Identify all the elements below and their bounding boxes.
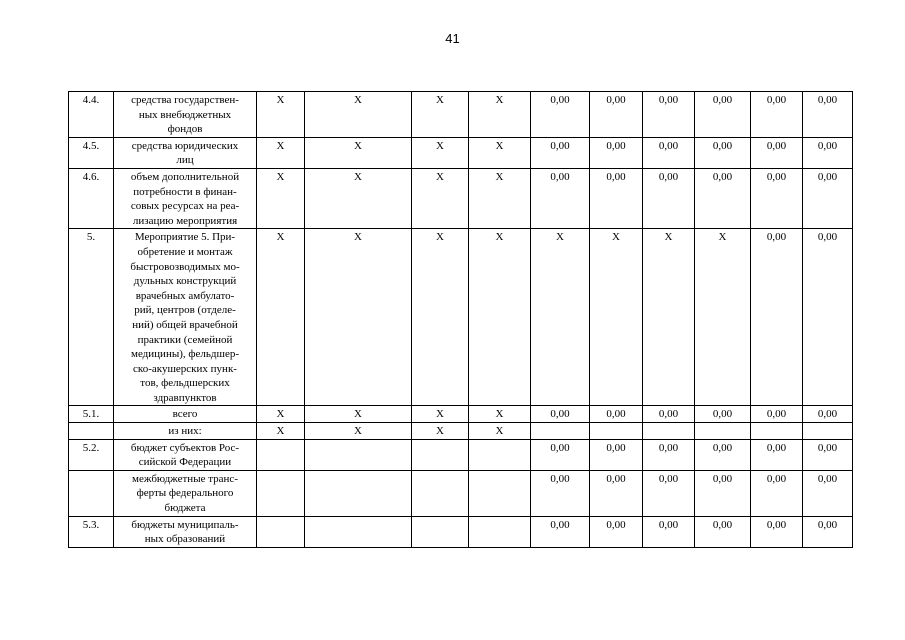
value-cell: 0,00 bbox=[531, 516, 590, 547]
row-number-cell: 4.6. bbox=[69, 168, 114, 228]
value-cell: 0,00 bbox=[751, 470, 803, 516]
row-number-cell: 4.5. bbox=[69, 137, 114, 168]
page-number: 41 bbox=[445, 31, 460, 46]
value-cell: 0,00 bbox=[643, 168, 695, 228]
value-cell: 0,00 bbox=[590, 92, 643, 138]
value-cell: 0,00 bbox=[590, 516, 643, 547]
table-row bbox=[69, 439, 853, 470]
value-cell: 0,00 bbox=[803, 229, 853, 406]
value-cell: X bbox=[257, 168, 305, 228]
value-cell: 0,00 bbox=[803, 406, 853, 423]
value-cell: 0,00 bbox=[695, 439, 751, 470]
value-cell bbox=[305, 516, 412, 547]
row-description-cell: межбюджетные транс- ферты федерального бюджета bbox=[114, 470, 257, 516]
value-cell: 0,00 bbox=[695, 168, 751, 228]
value-cell: 0,00 bbox=[643, 406, 695, 423]
row-description-cell: всего bbox=[114, 406, 257, 423]
value-cell: X bbox=[257, 137, 305, 168]
table-row bbox=[69, 92, 853, 138]
row-number-cell: 4.4. bbox=[69, 92, 114, 138]
value-cell: X bbox=[257, 406, 305, 423]
value-cell: X bbox=[469, 229, 531, 406]
value-cell: X bbox=[412, 92, 469, 138]
value-cell bbox=[257, 470, 305, 516]
budget-table bbox=[68, 91, 853, 548]
value-cell: X bbox=[643, 229, 695, 406]
row-number-cell: 5.3. bbox=[69, 516, 114, 547]
value-cell: X bbox=[412, 229, 469, 406]
value-cell: X bbox=[412, 406, 469, 423]
value-cell bbox=[305, 439, 412, 470]
value-cell bbox=[412, 516, 469, 547]
value-cell: 0,00 bbox=[643, 470, 695, 516]
value-cell: X bbox=[469, 423, 531, 440]
value-cell: 0,00 bbox=[590, 137, 643, 168]
row-description-cell: средства государствен- ных внебюджетных фондов bbox=[114, 92, 257, 138]
row-number-cell bbox=[69, 423, 114, 440]
value-cell: X bbox=[469, 137, 531, 168]
row-number-cell bbox=[69, 470, 114, 516]
value-cell bbox=[803, 423, 853, 440]
value-cell bbox=[257, 439, 305, 470]
row-description-cell: из них: bbox=[114, 423, 257, 440]
value-cell: 0,00 bbox=[590, 168, 643, 228]
value-cell: 0,00 bbox=[751, 168, 803, 228]
value-cell: X bbox=[412, 168, 469, 228]
value-cell: 0,00 bbox=[531, 168, 590, 228]
value-cell bbox=[469, 470, 531, 516]
value-cell: 0,00 bbox=[751, 92, 803, 138]
value-cell: X bbox=[305, 168, 412, 228]
value-cell: 0,00 bbox=[590, 470, 643, 516]
value-cell bbox=[643, 423, 695, 440]
value-cell: 0,00 bbox=[803, 439, 853, 470]
table-row bbox=[69, 470, 853, 516]
table-row bbox=[69, 137, 853, 168]
value-cell bbox=[412, 439, 469, 470]
value-cell: 0,00 bbox=[803, 516, 853, 547]
table-row bbox=[69, 516, 853, 547]
value-cell: X bbox=[305, 406, 412, 423]
value-cell: 0,00 bbox=[751, 137, 803, 168]
value-cell: X bbox=[469, 92, 531, 138]
value-cell bbox=[305, 470, 412, 516]
value-cell: 0,00 bbox=[590, 439, 643, 470]
value-cell: X bbox=[590, 229, 643, 406]
value-cell: X bbox=[531, 229, 590, 406]
value-cell: 0,00 bbox=[643, 439, 695, 470]
value-cell: 0,00 bbox=[803, 168, 853, 228]
value-cell: X bbox=[412, 137, 469, 168]
row-description-cell: бюджеты муниципаль- ных образований bbox=[114, 516, 257, 547]
table-row bbox=[69, 168, 853, 228]
value-cell: X bbox=[695, 229, 751, 406]
value-cell bbox=[531, 423, 590, 440]
value-cell: 0,00 bbox=[695, 92, 751, 138]
value-cell: X bbox=[412, 423, 469, 440]
value-cell: 0,00 bbox=[531, 137, 590, 168]
value-cell: 0,00 bbox=[695, 137, 751, 168]
value-cell: 0,00 bbox=[643, 516, 695, 547]
value-cell: 0,00 bbox=[531, 92, 590, 138]
value-cell: 0,00 bbox=[643, 137, 695, 168]
value-cell bbox=[469, 516, 531, 547]
value-cell: 0,00 bbox=[531, 470, 590, 516]
value-cell: X bbox=[469, 168, 531, 228]
value-cell: 0,00 bbox=[531, 406, 590, 423]
row-description-cell: объем дополнительной потребности в финан- совых ресурсах на реа- лизацию мероприятия bbox=[114, 168, 257, 228]
value-cell bbox=[257, 516, 305, 547]
value-cell: X bbox=[305, 92, 412, 138]
value-cell: 0,00 bbox=[695, 470, 751, 516]
row-description-cell: средства юридических лиц bbox=[114, 137, 257, 168]
value-cell: 0,00 bbox=[751, 229, 803, 406]
value-cell: X bbox=[257, 92, 305, 138]
value-cell bbox=[412, 470, 469, 516]
row-description-cell: бюджет субъектов Рос- сийской Федерации bbox=[114, 439, 257, 470]
value-cell: X bbox=[257, 423, 305, 440]
row-number-cell: 5.2. bbox=[69, 439, 114, 470]
value-cell: 0,00 bbox=[643, 92, 695, 138]
value-cell: 0,00 bbox=[803, 137, 853, 168]
row-number-cell: 5. bbox=[69, 229, 114, 406]
value-cell: 0,00 bbox=[751, 516, 803, 547]
value-cell: 0,00 bbox=[531, 439, 590, 470]
value-cell: X bbox=[305, 229, 412, 406]
value-cell bbox=[751, 423, 803, 440]
value-cell: 0,00 bbox=[695, 516, 751, 547]
value-cell: X bbox=[469, 406, 531, 423]
value-cell: 0,00 bbox=[590, 406, 643, 423]
value-cell: X bbox=[305, 423, 412, 440]
value-cell bbox=[469, 439, 531, 470]
value-cell: 0,00 bbox=[751, 439, 803, 470]
value-cell bbox=[695, 423, 751, 440]
value-cell bbox=[590, 423, 643, 440]
row-description-cell: Мероприятие 5. При- обретение и монтаж быстровозводимых мо- дульных конструкций врачебных амбулато- рий, центров (отделе- ний) общей врачебной практики (семейной медицины), фельдшер- ско-акушерских пунк- тов, фельдшерских здравпунктов bbox=[114, 229, 257, 406]
table-row bbox=[69, 423, 853, 440]
value-cell: X bbox=[257, 229, 305, 406]
value-cell: 0,00 bbox=[803, 470, 853, 516]
table-row bbox=[69, 229, 853, 406]
table-row bbox=[69, 406, 853, 423]
value-cell: 0,00 bbox=[695, 406, 751, 423]
value-cell: 0,00 bbox=[751, 406, 803, 423]
value-cell: 0,00 bbox=[803, 92, 853, 138]
value-cell: X bbox=[305, 137, 412, 168]
row-number-cell: 5.1. bbox=[69, 406, 114, 423]
